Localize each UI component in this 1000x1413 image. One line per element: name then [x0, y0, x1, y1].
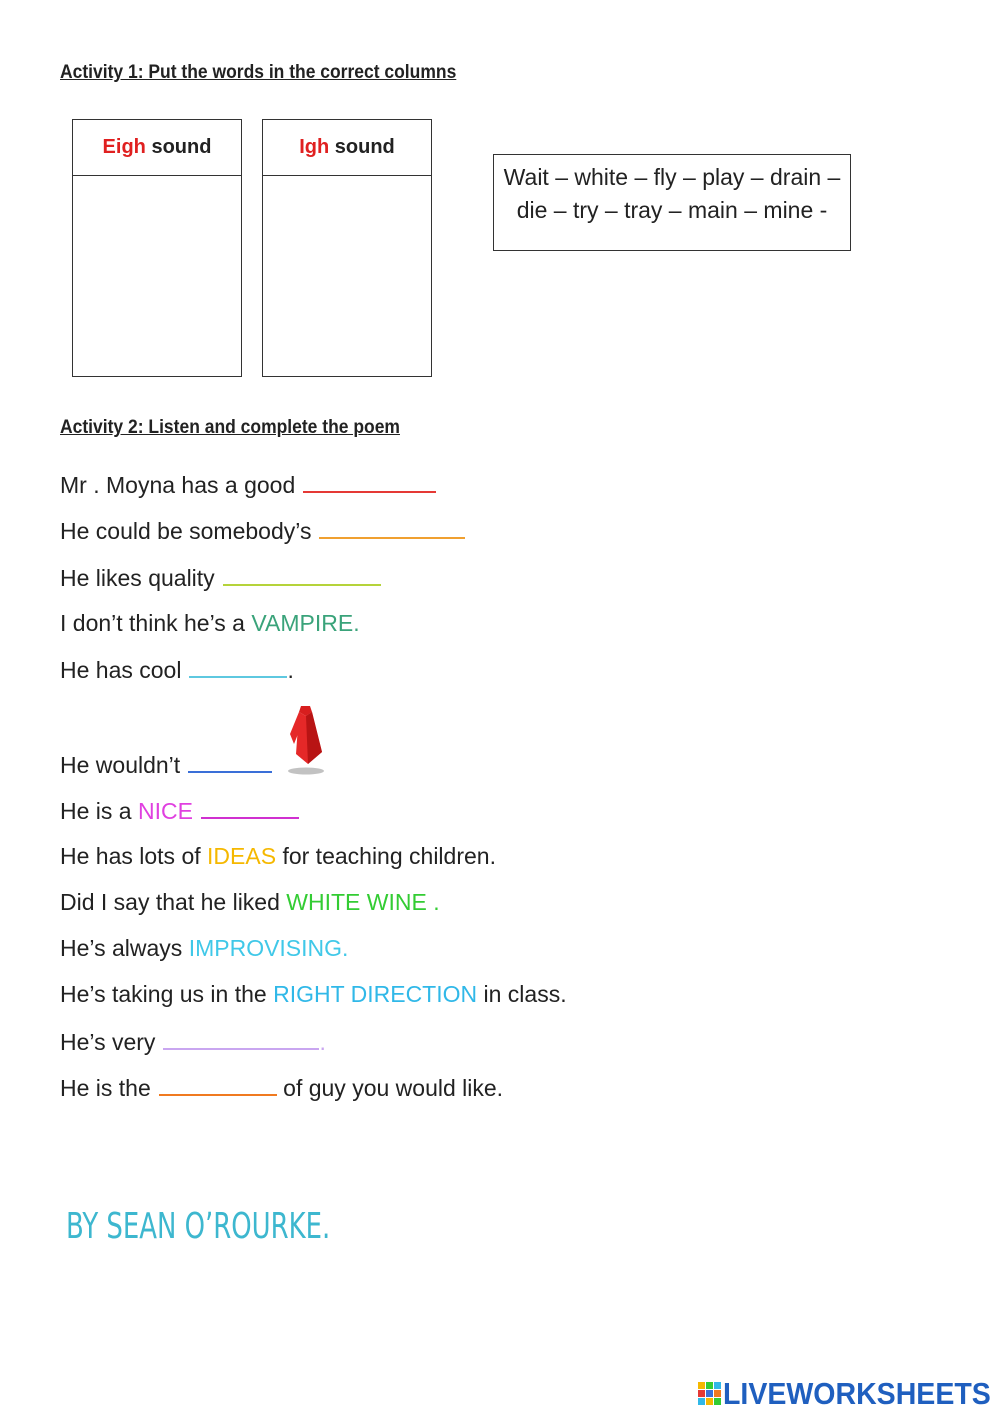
poem-line-text: He’s very: [60, 1029, 156, 1055]
liveworksheets-logo[interactable]: [697, 1376, 1000, 1412]
igh-highlight: Igh: [299, 136, 330, 158]
answer-blank[interactable]: [223, 562, 381, 586]
igh-drop-area[interactable]: [263, 176, 431, 376]
poem-line-10: [60, 933, 348, 963]
poem-line-5: [60, 654, 294, 685]
answer-blank[interactable]: [189, 654, 287, 678]
eigh-column-header: [73, 120, 241, 176]
colored-word: IMPROVISING.: [188, 935, 349, 961]
word-bank: [493, 154, 851, 251]
poem-line-3: [60, 562, 381, 593]
poem-line-12: [60, 1026, 326, 1057]
poem-line-4: [60, 608, 360, 638]
poem-line-8: [60, 841, 496, 871]
answer-blank[interactable]: [201, 795, 299, 819]
answer-blank[interactable]: [303, 469, 436, 493]
poem-line-text: He is the: [60, 1075, 151, 1101]
word-bank-line-1: Wait – white – fly – play – drain –: [503, 164, 841, 190]
eigh-rest: sound: [145, 136, 212, 158]
poem-line-text: Mr . Moyna has a good: [60, 472, 296, 498]
author-credit: BY SEAN O’ROURKE.: [66, 1206, 331, 1247]
answer-blank[interactable]: [163, 1026, 319, 1050]
answer-blank[interactable]: [159, 1072, 277, 1096]
poem-line-text: He is a: [60, 798, 138, 824]
poem-line-11: [60, 979, 567, 1009]
poem-line-9: [60, 887, 440, 917]
poem-line-suffix: in class.: [477, 981, 567, 1007]
poem-line-text: Did I say that he liked: [60, 889, 287, 915]
poem-line-text: He has lots of: [60, 843, 208, 869]
poem-line-2: [60, 515, 465, 546]
answer-blank[interactable]: [188, 749, 272, 773]
poem-line-text: I don’t think he’s a: [60, 610, 252, 636]
poem-line-text: He’s always: [60, 935, 189, 961]
activity1-heading: Activity 1: Put the words in the correct columns: [60, 62, 457, 83]
colored-word: NICE: [137, 798, 193, 824]
answer-blank[interactable]: [319, 515, 465, 539]
eigh-drop-area[interactable]: [73, 176, 241, 376]
igh-rest: sound: [329, 136, 395, 158]
colored-word: VAMPIRE.: [251, 610, 360, 636]
poem-line-text: He has cool: [60, 657, 182, 683]
colored-word: IDEAS: [207, 843, 277, 869]
word-bank-line-2: die – try – tray – main – mine -: [516, 197, 828, 223]
poem-line-suffix: for teaching children.: [276, 843, 496, 869]
poem-line-1: [60, 469, 436, 500]
necktie-icon: [284, 704, 328, 776]
igh-column-header: [263, 120, 431, 176]
poem-line-text: He could be somebody’s: [60, 518, 312, 544]
poem-line-text: He likes quality: [60, 565, 215, 591]
liveworksheets-logo-icon: [697, 1381, 723, 1407]
colored-word: RIGHT DIRECTION: [273, 981, 478, 1007]
poem-line-13: [60, 1072, 503, 1103]
igh-column: [262, 119, 432, 377]
logo-text: LIVEWORKSHEETS: [723, 1376, 991, 1411]
poem-line-text: He wouldn’t: [60, 752, 181, 778]
poem-line-7: [60, 795, 299, 826]
poem-line-6: [60, 749, 272, 780]
poem-line-suffix: of guy you would like.: [276, 1075, 504, 1101]
poem-line-suffix: .: [287, 657, 294, 683]
poem-line-suffix: .: [319, 1029, 326, 1055]
activity2-heading: Activity 2: Listen and complete the poem: [60, 417, 400, 438]
poem-line-text: He’s taking us in the: [60, 981, 274, 1007]
colored-word: WHITE WINE .: [286, 889, 440, 915]
eigh-highlight: Eigh: [102, 136, 146, 158]
eigh-column: [72, 119, 242, 377]
